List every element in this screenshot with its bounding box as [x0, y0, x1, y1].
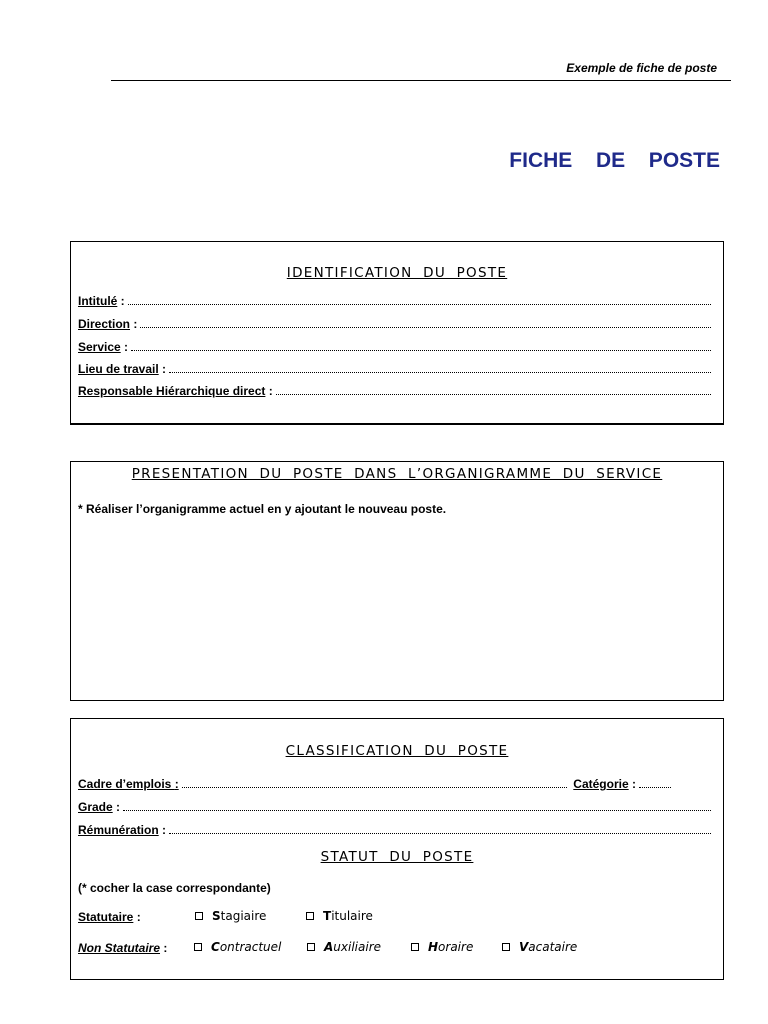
row-non-statutaire	[78, 940, 167, 956]
dotted-line[interactable]	[131, 341, 711, 351]
non-statutaire-label: Non Statutaire	[78, 941, 161, 955]
checkbox[interactable]	[307, 943, 315, 951]
checkbox[interactable]	[195, 912, 203, 920]
field-label: Lieu de travail	[78, 362, 159, 376]
field-label: Direction	[78, 317, 131, 331]
field-colon: :	[174, 777, 179, 791]
field-label: Responsable Hiérarchique direct	[78, 384, 266, 398]
option-label: acataire	[528, 940, 578, 954]
field-label: Service	[78, 340, 121, 354]
option-contractuel[interactable]	[194, 940, 281, 954]
field-label: Intitulé	[78, 294, 118, 308]
field-intitule[interactable]	[78, 294, 711, 310]
dotted-line[interactable]	[123, 801, 711, 811]
dotted-line[interactable]	[140, 318, 711, 328]
field-colon: :	[117, 294, 125, 308]
checkbox[interactable]	[411, 943, 419, 951]
field-lieu-de-travail[interactable]	[78, 362, 711, 378]
option-initial: A	[324, 940, 334, 954]
field-cadre-emplois[interactable]	[78, 777, 671, 793]
field-direction[interactable]	[78, 317, 711, 333]
option-label: uxiliaire	[333, 940, 382, 954]
classification-section	[70, 718, 724, 980]
field-colon: :	[628, 777, 636, 791]
field-label: Rémunération	[78, 823, 159, 837]
option-auxiliaire[interactable]	[307, 940, 381, 954]
checkbox[interactable]	[306, 912, 314, 920]
classification-title: CLASSIFICATION DU POSTE	[285, 743, 509, 759]
non-statutaire-colon: :	[160, 941, 168, 955]
dotted-line[interactable]	[128, 295, 711, 305]
option-initial: V	[519, 940, 529, 954]
field-categorie[interactable]	[573, 777, 671, 791]
option-label: oraire	[438, 940, 474, 954]
option-initial: S	[212, 909, 221, 923]
organigramme-section	[70, 461, 724, 701]
identification-title: IDENTIFICATION DU POSTE	[286, 265, 508, 281]
page-title: FICHE DE POSTE	[509, 149, 720, 172]
field-colon: :	[158, 823, 167, 837]
field-responsable[interactable]	[78, 384, 711, 400]
header-rule	[111, 80, 731, 81]
field-colon: :	[158, 362, 167, 376]
field-colon: :	[120, 340, 129, 354]
option-initial: T	[323, 909, 332, 923]
option-label: tagiaire	[220, 909, 267, 923]
field-remuneration[interactable]	[78, 823, 711, 839]
row-statutaire	[78, 909, 141, 925]
header-text: Exemple de fiche de poste	[566, 61, 717, 75]
option-stagiaire[interactable]	[195, 909, 266, 923]
dotted-line[interactable]	[182, 778, 568, 788]
dotted-line[interactable]	[169, 824, 711, 834]
organigramme-note: * Réaliser l’organigramme actuel en y ajoutant le nouveau poste.	[78, 502, 447, 516]
field-grade[interactable]	[78, 800, 711, 816]
option-horaire[interactable]	[411, 940, 473, 954]
statutaire-label: Statutaire	[78, 910, 134, 924]
field-label: Grade	[78, 800, 113, 814]
identification-section	[70, 241, 724, 425]
option-initial: H	[428, 940, 439, 954]
field-colon: :	[130, 317, 138, 331]
option-titulaire[interactable]	[306, 909, 373, 923]
statut-note: (* cocher la case correspondante)	[78, 881, 271, 895]
field-label: Catégorie	[573, 777, 629, 791]
dotted-line[interactable]	[639, 778, 671, 788]
checkbox[interactable]	[502, 943, 510, 951]
option-initial: C	[211, 940, 220, 954]
checkbox[interactable]	[194, 943, 202, 951]
field-colon: :	[265, 384, 273, 398]
option-label: ontractuel	[219, 940, 282, 954]
statutaire-colon: :	[133, 910, 141, 924]
dotted-line[interactable]	[169, 363, 711, 373]
organigramme-title: PRESENTATION DU POSTE DANS L’ORGANIGRAMME DU SERVICE	[131, 466, 663, 482]
option-label: itulaire	[331, 909, 373, 923]
field-service[interactable]	[78, 340, 711, 356]
option-vacataire[interactable]	[502, 940, 577, 954]
dotted-line[interactable]	[276, 385, 711, 395]
statut-title: STATUT DU POSTE	[320, 849, 474, 865]
field-colon: :	[112, 800, 121, 814]
field-label: Cadre d’emplois	[78, 777, 175, 791]
